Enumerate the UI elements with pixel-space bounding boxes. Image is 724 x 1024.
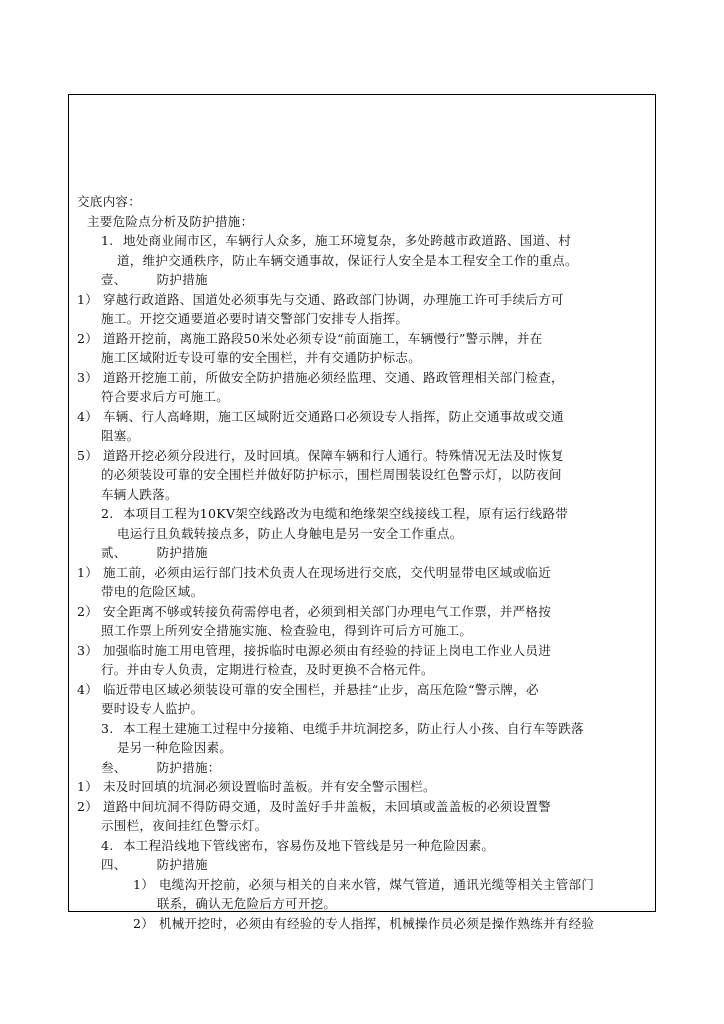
item-number: 5） <box>77 447 99 463</box>
item-text: 道路开挖前，离施工路段50米处必须专设“前面施工，车辆慢行”警示牌，并在 <box>103 330 543 346</box>
item-text: 安全距离不够或转接负荷需停电者，必须到相关部门办理电气工作票，并严格按 <box>103 603 552 619</box>
list-item <box>77 446 649 466</box>
item-text: 地处商业闹市区，车辆行人众多，施工环境复杂，多处跨越市政道路、国道、村 <box>123 233 572 248</box>
item-text: 本工程土建施工过程中分接箱、电缆手井坑洞挖多，防止行人小孩、自行车等跌落 <box>123 720 584 736</box>
item-continuation: 要时设专人监护。 <box>101 701 204 716</box>
heading-text: 防护措施 <box>156 272 208 287</box>
item-text: 临近带电区域必须装设可靠的安全围栏，并悬挂“止步，高压危险“警示牌，必 <box>103 681 539 697</box>
item-number: 1） <box>77 291 99 307</box>
item-text: 电缆沟开挖前，必须与相关的自来水管，煤气管道，通讯光缆等相关主管部门 <box>159 876 595 892</box>
list-item <box>77 914 649 934</box>
section-subtitle: 主要危险点分析及防护措施： <box>87 213 254 229</box>
heading-number: 贰、 <box>101 545 127 560</box>
heading-number: 叁、 <box>101 759 127 775</box>
item-number: 4） <box>77 681 99 697</box>
item-text: 道路开挖必须分段进行，及时回填。保障车辆和行人通行。特殊情况无法及时恢复 <box>103 447 564 463</box>
item-number: 4. <box>101 837 114 853</box>
item-text: 车辆、行人高峰期，施工区域附近交通路口必须设专人指挥，防止交通事故或交通 <box>103 408 564 424</box>
item-text: 未及时回填的坑洞必须设置临时盖板。并有安全警示围栏。 <box>103 779 436 794</box>
item-continuation: 车辆人跌落。 <box>101 486 178 502</box>
item-number: 4） <box>77 408 99 424</box>
list-item <box>77 563 649 583</box>
heading-text: 防护措施 <box>156 545 208 560</box>
list-item <box>77 407 649 427</box>
heading-text: 防护措施： <box>156 759 221 775</box>
heading-number: 四、 <box>101 857 127 872</box>
item-text: 加强临时施工用电管理，接拆临时电源必须由有经验的持证上岗电工作业人员进 <box>103 642 552 658</box>
list-item <box>77 836 649 856</box>
item-text: 本项目工程为10KV架空线路改为电缆和绝缘架空线接线工程，原有运行线路带 <box>123 506 569 521</box>
heading-text: 防护措施 <box>156 857 208 872</box>
list-item <box>77 777 649 797</box>
list-item <box>77 290 649 310</box>
list-item <box>77 680 649 700</box>
item-continuation: 示围栏，夜间挂红色警示灯。 <box>101 818 268 833</box>
list-item <box>77 231 649 251</box>
item-number: 3. <box>101 720 114 736</box>
measures-heading <box>77 270 649 290</box>
item-continuation: 带电的危险区域。 <box>101 584 204 599</box>
item-text: 穿越行政道路、国道处必须事先与交通、路政部门协调，办理施工许可手续后方可 <box>103 291 564 307</box>
item-continuation: 道，维护交通秩序，防止车辆交通事故，保证行人安全是本工程安全工作的重点。 <box>117 252 578 268</box>
item-number: 3） <box>77 369 99 385</box>
item-continuation: 符合要求后方可施工。 <box>101 389 230 404</box>
item-continuation: 联系，确认无危险后方可开挖。 <box>157 896 337 911</box>
item-number: 1） <box>77 779 99 794</box>
item-continuation: 的必须装设可靠的安全围栏并做好防护标示，围栏周围装设红色警示灯，以防夜间 <box>101 467 562 482</box>
item-continuation: 电运行且负载转接点多，防止人身触电是另一安全工作重点。 <box>117 525 463 541</box>
item-continuation: 照工作票上所列安全措施实施、检查验电，得到许可后方可施工。 <box>101 623 473 638</box>
item-continuation: 阻塞。 <box>101 428 140 443</box>
list-item <box>77 602 649 622</box>
item-number: 2. <box>101 506 114 521</box>
item-continuation: 施工区域附近专设可靠的安全围栏，并有交通防护标志。 <box>101 350 422 365</box>
list-item <box>77 368 649 388</box>
item-text: 本工程沿线地下管线密布，容易伤及地下管线是另一种危险因素。 <box>123 837 495 853</box>
document-content <box>77 192 649 933</box>
item-number: 1） <box>133 876 155 892</box>
document-frame <box>68 94 656 931</box>
measures-heading <box>77 855 649 875</box>
list-item <box>77 641 649 661</box>
list-item <box>77 797 649 817</box>
item-continuation: 是另一种危险因素。 <box>117 740 233 755</box>
measures-heading <box>77 758 649 778</box>
list-item <box>77 719 649 739</box>
item-text: 道路开挖施工前，所做安全防护措施必须经监理、交通、路政管理相关部门检查， <box>103 369 564 385</box>
measures-heading <box>77 543 649 563</box>
section-label: 交底内容： <box>77 194 142 209</box>
list-item <box>77 504 649 524</box>
item-number: 1. <box>101 233 114 248</box>
list-item <box>77 875 649 895</box>
list-item <box>77 329 649 349</box>
item-number: 2） <box>133 915 155 931</box>
item-continuation: 施工。开挖交通要道必要时请交警部门安排专人指挥。 <box>101 311 409 326</box>
item-number: 2） <box>77 603 99 619</box>
item-text: 施工前，必须由运行部门技术负责人在现场进行交底，交代明显带电区域或临近 <box>103 564 552 580</box>
item-text: 机械开挖时，必须由有经验的专人指挥，机械操作员必须是操作熟练并有经验 <box>159 915 595 931</box>
item-number: 1） <box>77 564 99 580</box>
item-number: 2） <box>77 330 99 346</box>
item-continuation: 行。并由专人负责，定期进行检查，及时更换不合格元件。 <box>101 662 434 677</box>
heading-number: 壹、 <box>101 272 127 287</box>
item-text: 道路中间坑洞不得防碍交通，及时盖好手井盖板，未回填或盖盖板的必须设置警 <box>103 798 552 814</box>
item-number: 3） <box>77 642 99 658</box>
item-number: 2） <box>77 798 99 814</box>
